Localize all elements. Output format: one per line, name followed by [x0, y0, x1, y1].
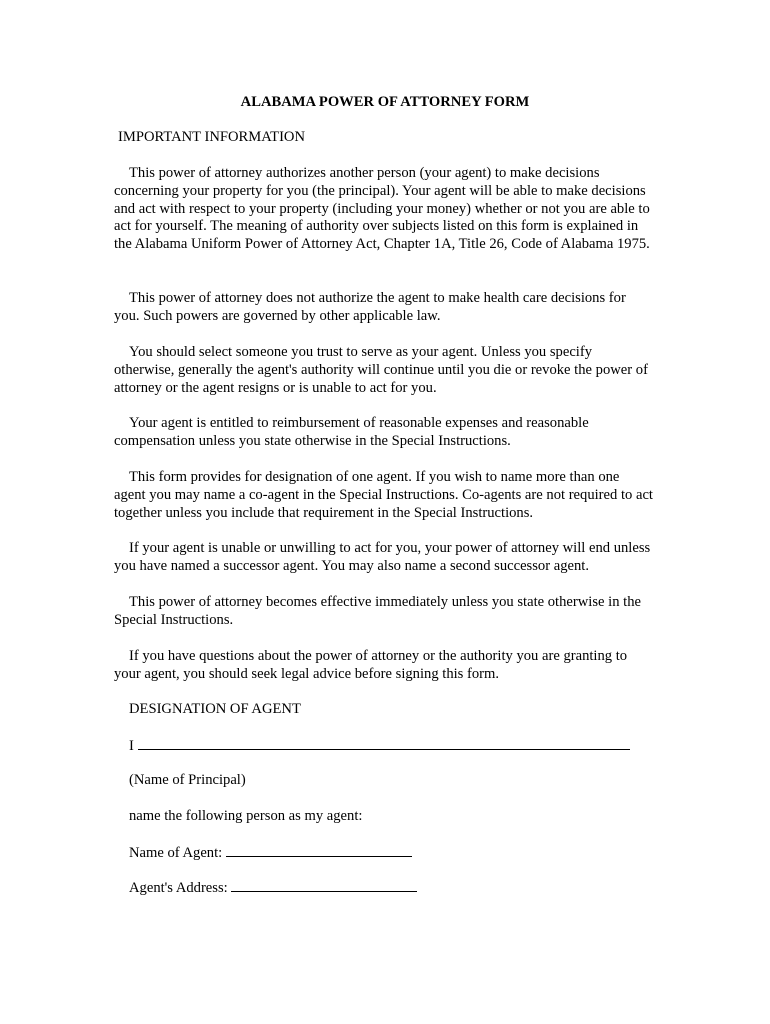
agent-address-line	[129, 879, 417, 898]
principal-name-field[interactable]	[138, 737, 630, 750]
paragraph-1: This power of attorney authorizes another person (your agent) to make decisions concerning your property for you (the principal). Your agent will be able to make decisions and act with respect to your property (including your money) whether or not you are able to act for yourself. The meaning of authority over subjects listed on this form is explained in the Alabama Uniform Power of Attorney Act, Chapter 1A, Title 26, Code of Alabama 1975.	[114, 165, 650, 253]
paragraph-4: Your agent is entitled to reimbursement of reasonable expenses and reasonable compensation unless you state otherwise in the Special Instructions.	[114, 415, 589, 449]
agent-name-label: Name of Agent:	[129, 845, 223, 861]
agent-address-label: Agent's Address:	[129, 880, 228, 896]
paragraph-6: If your agent is unable or unwilling to act for you, your power of attorney will end unless you have named a successor agent. You may also name a second successor agent.	[114, 540, 651, 574]
designation-heading: DESIGNATION OF AGENT	[129, 701, 301, 717]
agent-name-line	[129, 844, 412, 863]
paragraph-7: This power of attorney becomes effective immediately unless you state otherwise in the Special Instructions.	[114, 594, 641, 628]
paragraph-2: This power of attorney does not authorize the agent to make health care decisions for you. Such powers are governed by other applicable law.	[114, 290, 626, 324]
paragraph-8: If you have questions about the power of attorney or the authority you are granting to your agent, you should seek legal advice before signing this form.	[114, 648, 628, 682]
agent-address-field[interactable]	[231, 879, 417, 892]
document-title: ALABAMA POWER OF ATTORNEY FORM	[240, 94, 530, 110]
principal-prefix: I	[129, 738, 134, 754]
agent-intro: name the following person as my agent:	[129, 808, 363, 824]
agent-name-field[interactable]	[226, 844, 412, 857]
principal-caption: (Name of Principal)	[129, 772, 246, 788]
section-heading-important-information: IMPORTANT INFORMATION	[118, 129, 306, 145]
paragraph-3: You should select someone you trust to serve as your agent. Unless you specify otherwise, generally the agent's authority will continue until you die or revoke the power of attorney or the agent resigns or is unable to act for you.	[114, 344, 648, 396]
principal-line	[129, 737, 630, 756]
paragraph-5: This form provides for designation of one agent. If you wish to name more than one agent you may name a co-agent in the Special Instructions. Co-agents are not required to act together unless you include that requirement in the Special Instructions.	[114, 469, 653, 521]
